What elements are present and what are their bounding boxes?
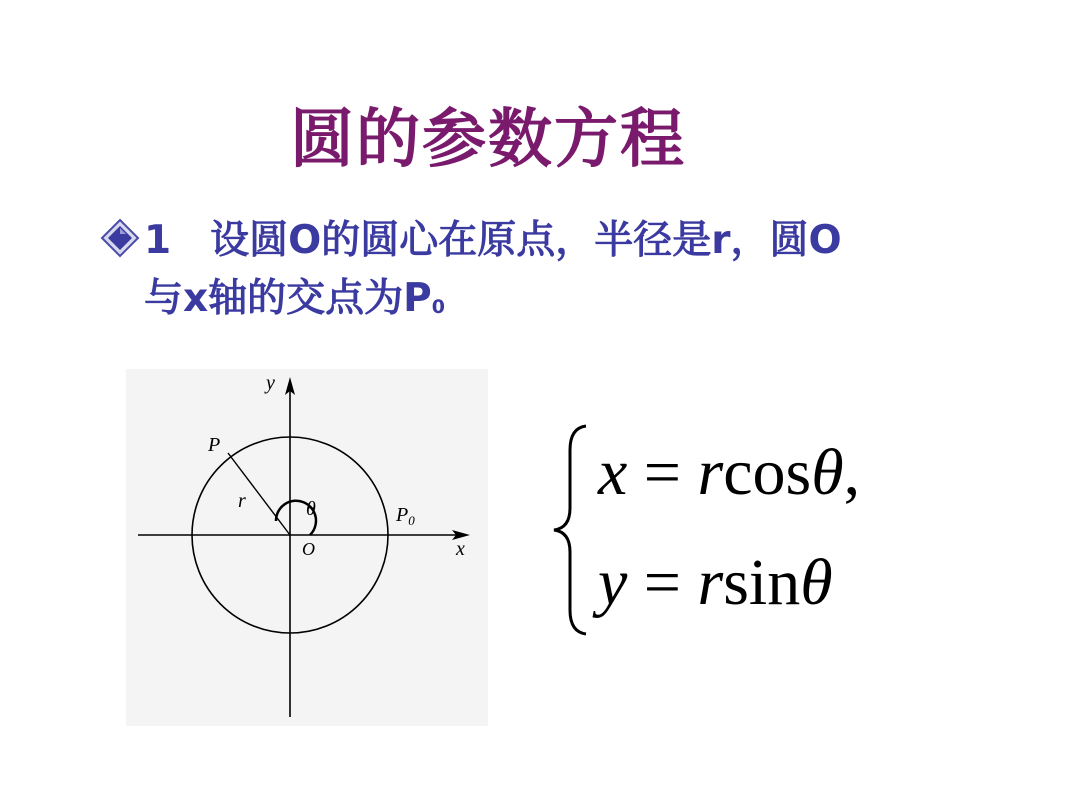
- equation-x: [598, 436, 861, 509]
- label-p0-sub: 0: [408, 513, 415, 528]
- eq1-arg: θ: [811, 436, 844, 509]
- eq1-tail: ,: [843, 436, 861, 509]
- label-theta: θ: [306, 498, 316, 520]
- circle-diagram: [126, 369, 488, 726]
- label-x: x: [456, 538, 465, 560]
- label-p: P: [208, 434, 221, 456]
- bullet-line-2-sub: 0: [431, 296, 445, 318]
- circle-diagram-svg: [126, 369, 488, 726]
- bullet-line-2: [144, 270, 842, 336]
- bullet-text: [144, 212, 842, 336]
- label-r: r: [238, 490, 246, 512]
- label-o: O: [302, 539, 315, 559]
- bullet-line-2-main: 与x轴的交点为P: [144, 276, 432, 321]
- parametric-equations: [548, 420, 968, 640]
- left-brace-icon: [548, 420, 592, 640]
- eq2-equals: =: [627, 546, 698, 619]
- eq2-arg: θ: [800, 546, 833, 619]
- slide-title: 圆的参数方程: [290, 102, 686, 177]
- eq2-fn: sin: [723, 546, 801, 619]
- eq1-equals: =: [627, 436, 698, 509]
- equation-y: [598, 546, 833, 619]
- bullet-line-1: 1 设圆O的圆心在原点，半径是r，圆O: [144, 218, 842, 263]
- diamond-bullet-icon: [100, 218, 140, 258]
- label-p0: [395, 504, 415, 528]
- label-y: y: [266, 372, 275, 394]
- eq2-var: y: [598, 546, 628, 619]
- eq1-var: x: [598, 436, 628, 509]
- eq1-fn: cos: [723, 436, 812, 509]
- label-p0-main: P: [396, 504, 409, 526]
- eq2-r: r: [697, 546, 724, 619]
- eq1-r: r: [697, 436, 724, 509]
